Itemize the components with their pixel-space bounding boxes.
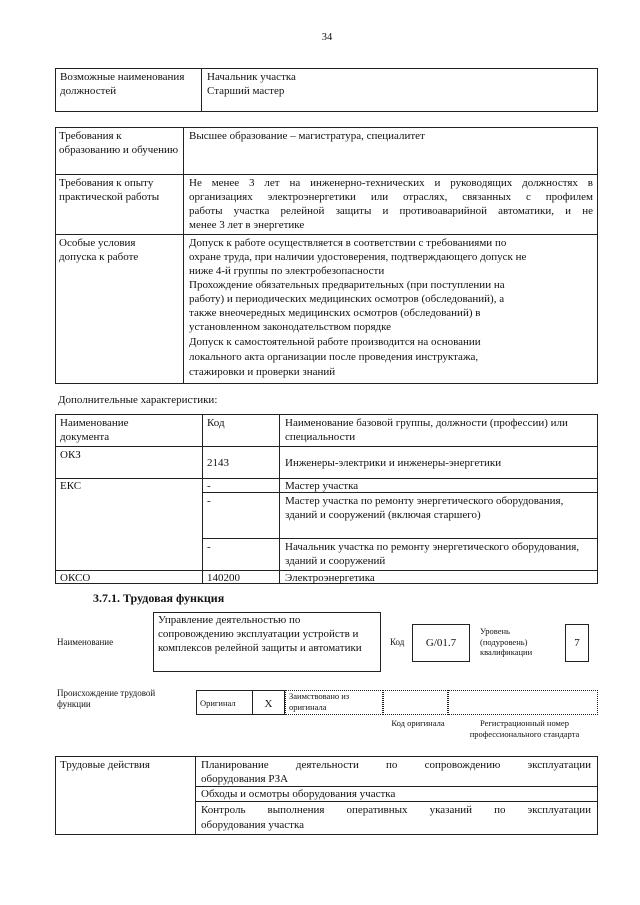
eks-name: Мастер участка по ремонту энергетического оборудования, зданий и сооружений (включая старшего) bbox=[285, 495, 564, 521]
requirement-line: Допуск к работе осуществляется в соответствии с требованиями по bbox=[189, 237, 507, 249]
requirement-line: также внеочередных медицинских осмотров (обследований) в bbox=[189, 307, 481, 319]
origin-reg-caption: Регистрационный номер профессионального стандарта bbox=[469, 718, 580, 739]
okz-doc: ОКЗ bbox=[60, 449, 81, 461]
additional-title: Дополнительные характеристики: bbox=[58, 394, 218, 406]
origin-original-mark: X bbox=[264, 698, 273, 710]
origin-borrowed-label: Заимствовано из оригинала bbox=[289, 691, 350, 712]
requirement-line: локального акта организации после проведения инструктажа, bbox=[189, 351, 479, 363]
origin-code-caption: Код оригинала bbox=[391, 718, 445, 728]
requirement-line: стажировки и проверки знаний bbox=[189, 366, 336, 378]
requirement-line: Допуск к самостоятельной работе производится на основании bbox=[189, 336, 481, 348]
eks-name: Мастер участка bbox=[285, 480, 359, 492]
requirement-label-experience: Требования к опыту практической работы bbox=[59, 177, 160, 203]
origin-code-box bbox=[383, 690, 448, 715]
origin-reg-box bbox=[448, 690, 598, 715]
positions-label: Возможные наименования должностей bbox=[60, 71, 185, 97]
requirement-label-education: Требования к образованию и обучению bbox=[59, 130, 179, 156]
requirement-line: установленном законодательством порядке bbox=[189, 321, 392, 333]
action-line: Планирование деятельности по сопровождению эксплуатации bbox=[201, 759, 591, 771]
function-level-label: Уровень (подуровень) квалификации bbox=[480, 626, 533, 657]
requirement-line: охране труда, при наличии удостоверения, подтверждающего допуск не bbox=[189, 251, 527, 263]
function-title: 3.7.1. Трудовая функция bbox=[93, 591, 225, 605]
eks-name: Начальник участка по ремонту энергетического оборудования, зданий и сооружений bbox=[285, 541, 580, 567]
function-name-label: Наименование bbox=[57, 637, 114, 647]
page-number: 34 bbox=[321, 32, 333, 43]
function-level-value: 7 bbox=[574, 637, 580, 649]
requirement-line: работу) и периодических медицинских осмотров (обследований), а bbox=[189, 293, 505, 305]
okso-name: Электроэнергетика bbox=[285, 572, 375, 584]
requirement-label-admission: Особые условия допуска к работе bbox=[59, 237, 139, 263]
eks-doc: ЕКС bbox=[60, 480, 82, 492]
requirement-line: Прохождение обязательных предварительных (при поступлении на bbox=[189, 279, 505, 291]
requirement-line: Не менее 3 лет на инженерно-технических и руководящих должностях в bbox=[189, 177, 593, 189]
requirement-line: организациях электроэнергетики или отраслях, связанных с профилем bbox=[189, 191, 593, 203]
action-line: Контроль выполнения оперативных указаний по эксплуатации bbox=[201, 804, 591, 816]
eks-code: - bbox=[207, 495, 211, 507]
requirement-line: менее 3 лет в энергетике bbox=[189, 219, 305, 231]
origin-original-label: Оригинал bbox=[200, 698, 236, 708]
action-line: оборудования участка bbox=[201, 819, 305, 831]
header-name: Наименование базовой группы, должности (профессии) или специальности bbox=[285, 417, 568, 443]
requirement-line: Высшее образование – магистратура, специалитет bbox=[189, 130, 425, 142]
eks-code: - bbox=[207, 541, 211, 553]
action-line: Обходы и осмотры оборудования участка bbox=[201, 788, 396, 800]
okso-doc: ОКСО bbox=[60, 572, 91, 584]
okz-name: Инженеры-электрики и инженеры-энергетики bbox=[285, 457, 502, 469]
position-value-1: Начальник участка bbox=[207, 71, 296, 83]
requirement-line: работы участка релейной защиты и противоаварийной автоматики, и не bbox=[189, 205, 593, 217]
eks-code: - bbox=[207, 480, 211, 492]
actions-label: Трудовые действия bbox=[60, 759, 150, 771]
okz-code: 2143 bbox=[207, 457, 229, 469]
action-line: оборудования РЗА bbox=[201, 773, 289, 785]
origin-label: Происхождение трудовой функции bbox=[57, 688, 156, 709]
okso-code: 140200 bbox=[207, 572, 240, 584]
function-name-value: Управление деятельностью по сопровождению эксплуатации устройств и комплексов релейной защиты и автоматики bbox=[158, 614, 362, 654]
header-code: Код bbox=[207, 417, 225, 429]
function-code-label: Код bbox=[390, 637, 405, 647]
header-document: Наименование документа bbox=[60, 417, 129, 443]
requirement-line: ниже 4-й группы по электробезопасности bbox=[189, 265, 385, 277]
function-code-value: G/01.7 bbox=[425, 637, 457, 649]
position-value-2: Старший мастер bbox=[207, 85, 285, 97]
